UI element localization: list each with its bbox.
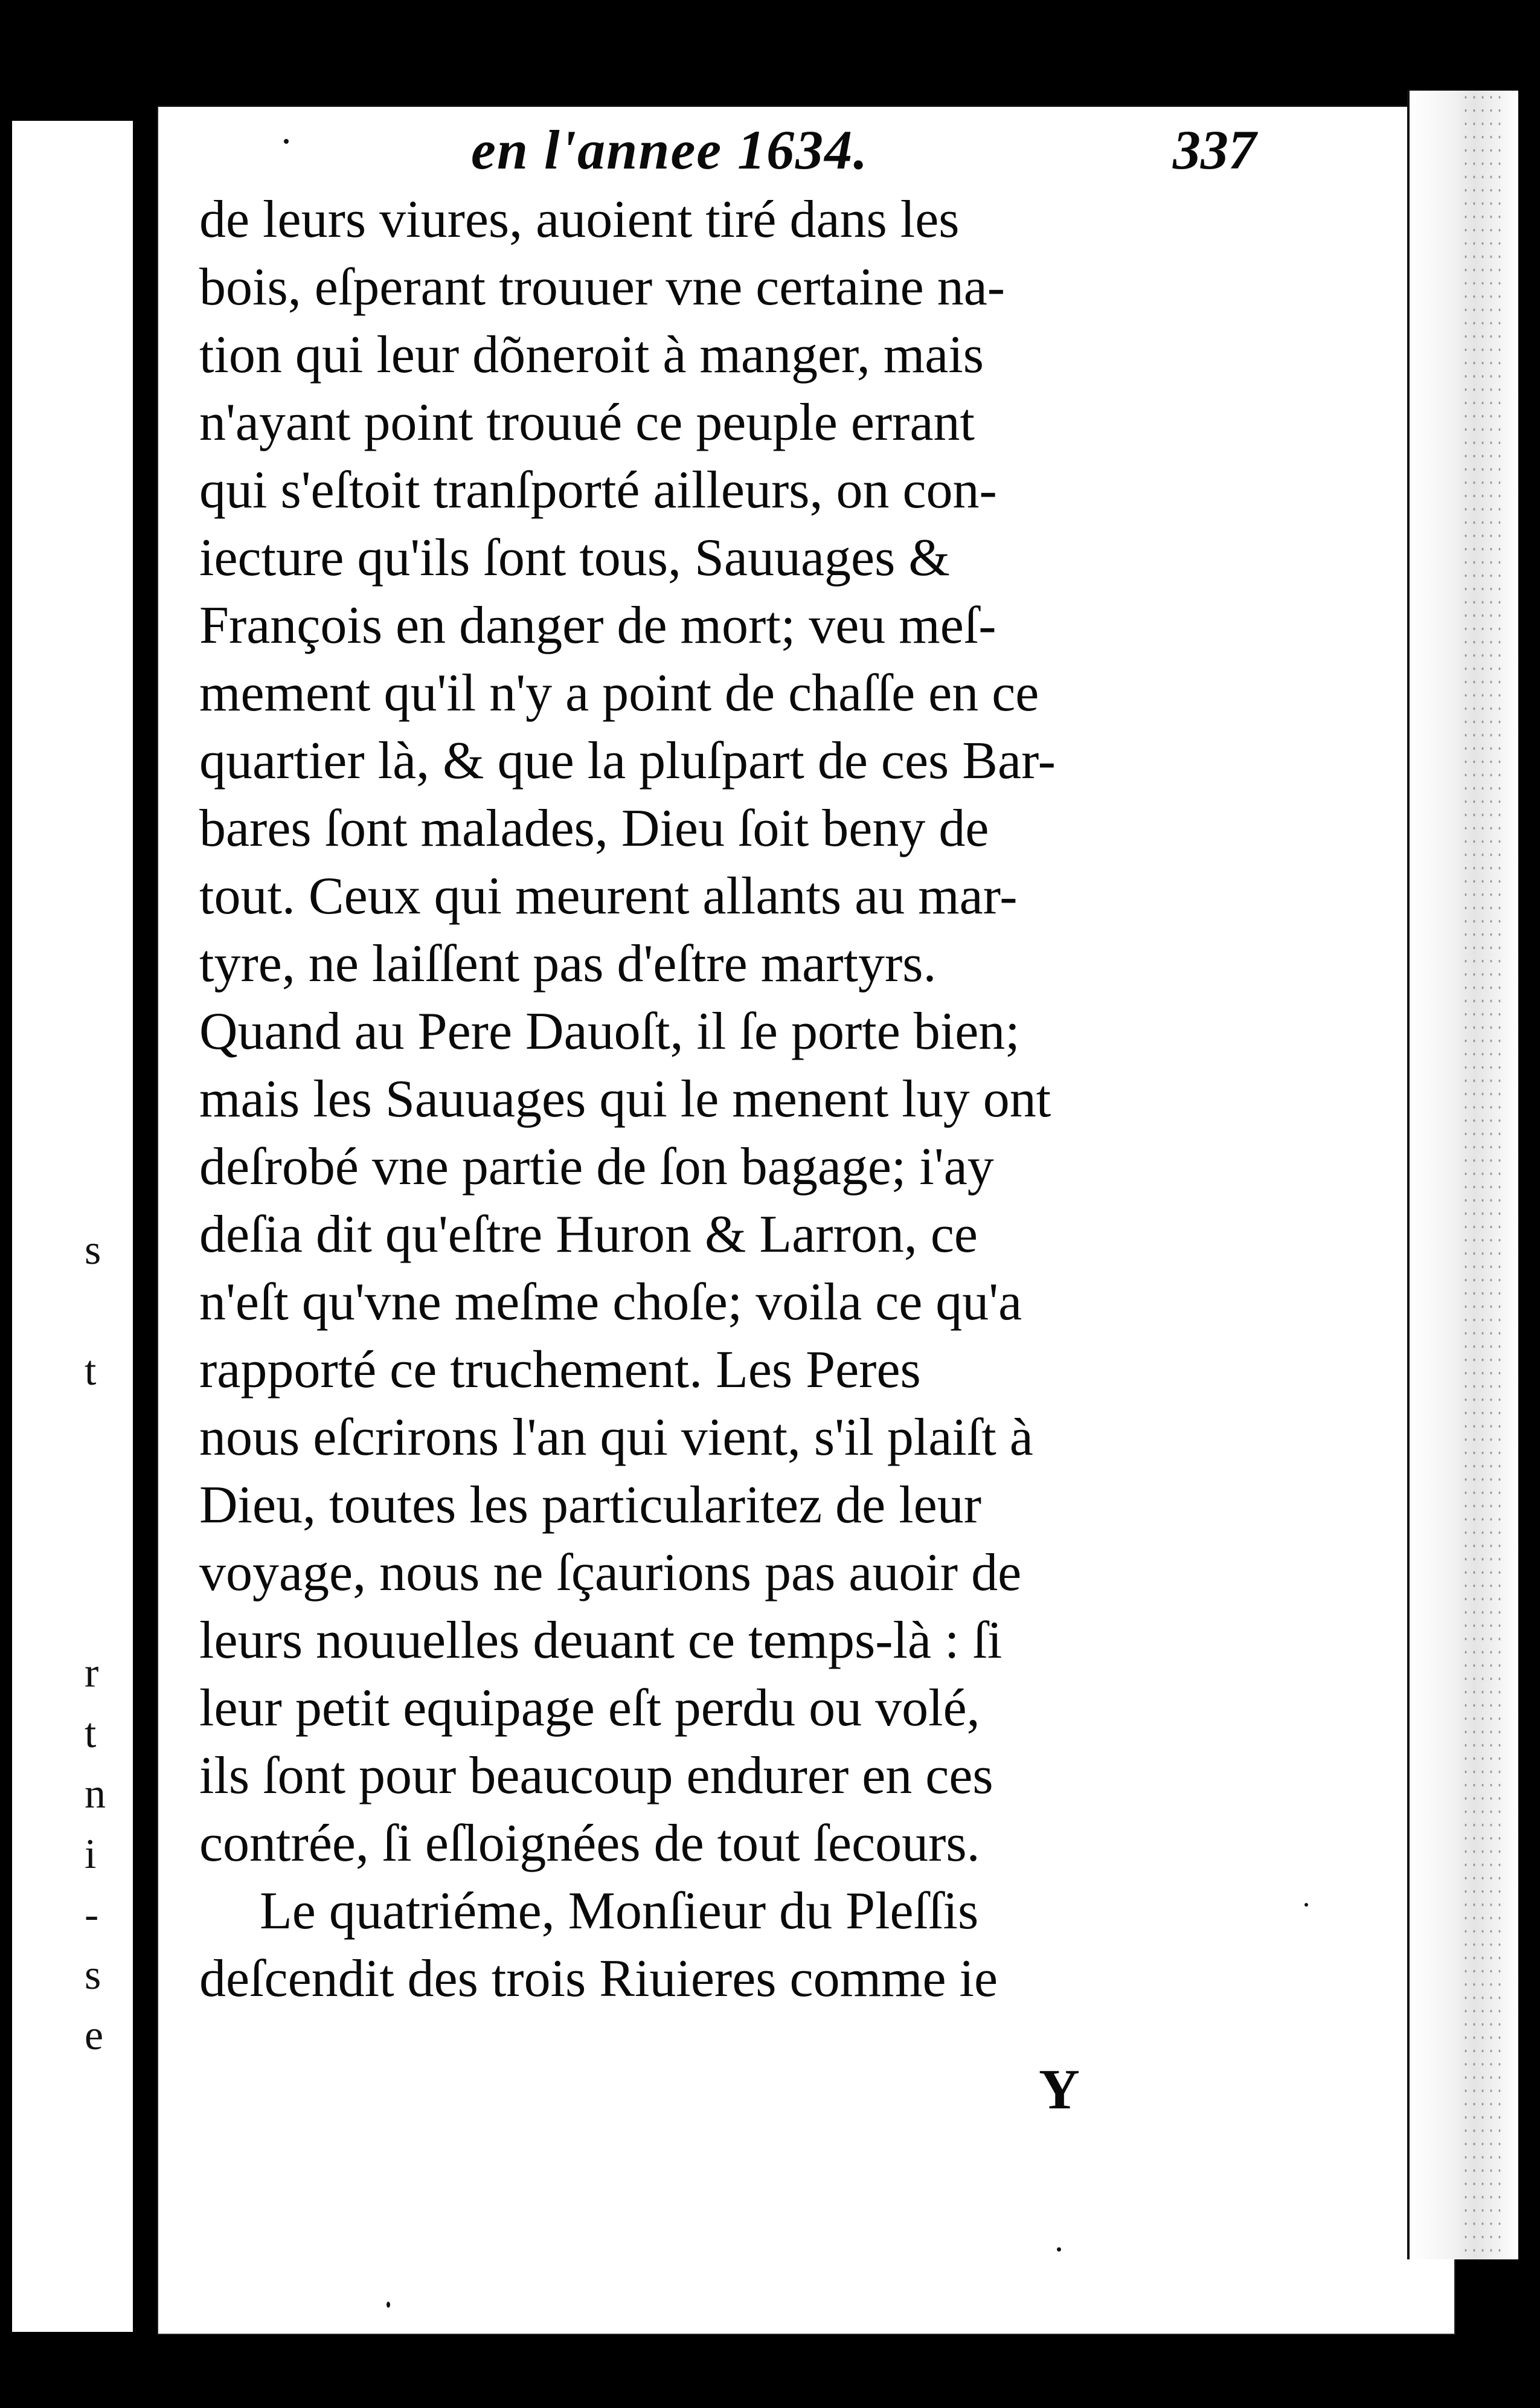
text-line: n'ayant point trouué ce peuple errant	[199, 393, 975, 452]
ink-speck	[1304, 1903, 1308, 1907]
page-number: 337	[1173, 119, 1256, 181]
adjacent-letter: t	[85, 1710, 97, 1757]
ink-speck	[284, 139, 289, 144]
text-line: tyre, ne laiſſent pas d'eſtre martyrs.	[199, 935, 937, 993]
text-line: deſrobé vne partie de ſon bagage; i'ay	[199, 1138, 994, 1196]
text-line-indent: Le quatriéme, Monſieur du Pleſſis	[260, 1882, 979, 1940]
adjacent-letter: e	[85, 2012, 104, 2059]
adjacent-letter: r	[85, 1650, 99, 1696]
text-line: tout. Ceux qui meurent allants au mar-	[199, 867, 1018, 926]
adjacent-page-fragment	[12, 121, 133, 2332]
text-line: François en danger de mort; veu meſ-	[199, 596, 996, 655]
text-line: n'eſt qu'vne meſme choſe; voila ce qu'a	[199, 1273, 1022, 1331]
text-line: ils ſont pour beaucoup endurer en ces	[199, 1746, 993, 1805]
signature-mark: Y	[1039, 2058, 1080, 2121]
text-line: iecture qu'ils ſont tous, Sauuages &	[199, 529, 950, 587]
text-line: tion qui leur dõneroit à manger, mais	[199, 326, 984, 384]
ink-speck	[1057, 2247, 1061, 2252]
text-line: de leurs viures, auoient tiré dans les	[199, 190, 960, 249]
text-line: qui s'eſtoit tranſporté ailleurs, on con-	[199, 461, 997, 520]
text-line: bois, eſperant trouuer vne certaine na-	[199, 258, 1006, 317]
adjacent-letter: t	[85, 1348, 97, 1394]
ink-speck	[387, 2302, 390, 2308]
text-line: voyage, nous ne ſçaurions pas auoir de	[199, 1544, 1022, 1602]
running-head	[471, 118, 1256, 184]
text-line: deſia dit qu'eſtre Huron & Larron, ce	[199, 1205, 978, 1264]
adjacent-letter: -	[85, 1891, 99, 1938]
page-edge-texture	[1461, 91, 1504, 2259]
text-line: leurs nouuelles deuant ce temps-là : ſi	[199, 1611, 1003, 1670]
adjacent-letter: s	[85, 1227, 101, 1273]
text-line: contrée, ſi eſloignées de tout ſecours.	[199, 1814, 980, 1873]
text-line: Dieu, toutes les particularitez de leur	[199, 1476, 982, 1534]
adjacent-letter: i	[85, 1831, 97, 1878]
text-line: leur petit equipage eſt perdu ou volé,	[199, 1679, 980, 1737]
text-line: Quand au Pere Dauoſt, il ſe porte bien;	[199, 1002, 1020, 1061]
text-line: quartier là, & que la pluſpart de ces Bar-	[199, 732, 1056, 790]
text-line: deſcendit des trois Riuieres comme ie	[199, 1949, 998, 2008]
text-line: mement qu'il n'y a point de chaſſe en ce	[199, 664, 1039, 723]
adjacent-letter: n	[85, 1771, 106, 1817]
running-head-title: en l'annee 1634.	[471, 119, 869, 181]
adjacent-letter: s	[85, 1952, 101, 1998]
text-line: mais les Sauuages qui le menent luy ont	[199, 1070, 1051, 1128]
text-line: nous eſcrirons l'an qui vient, s'il plaiſt à	[199, 1408, 1033, 1467]
text-line: bares ſont malades, Dieu ſoit beny de	[199, 799, 989, 858]
text-line: rapporté ce truchement. Les Peres	[199, 1341, 921, 1399]
adjacent-page-letters	[12, 121, 133, 2332]
